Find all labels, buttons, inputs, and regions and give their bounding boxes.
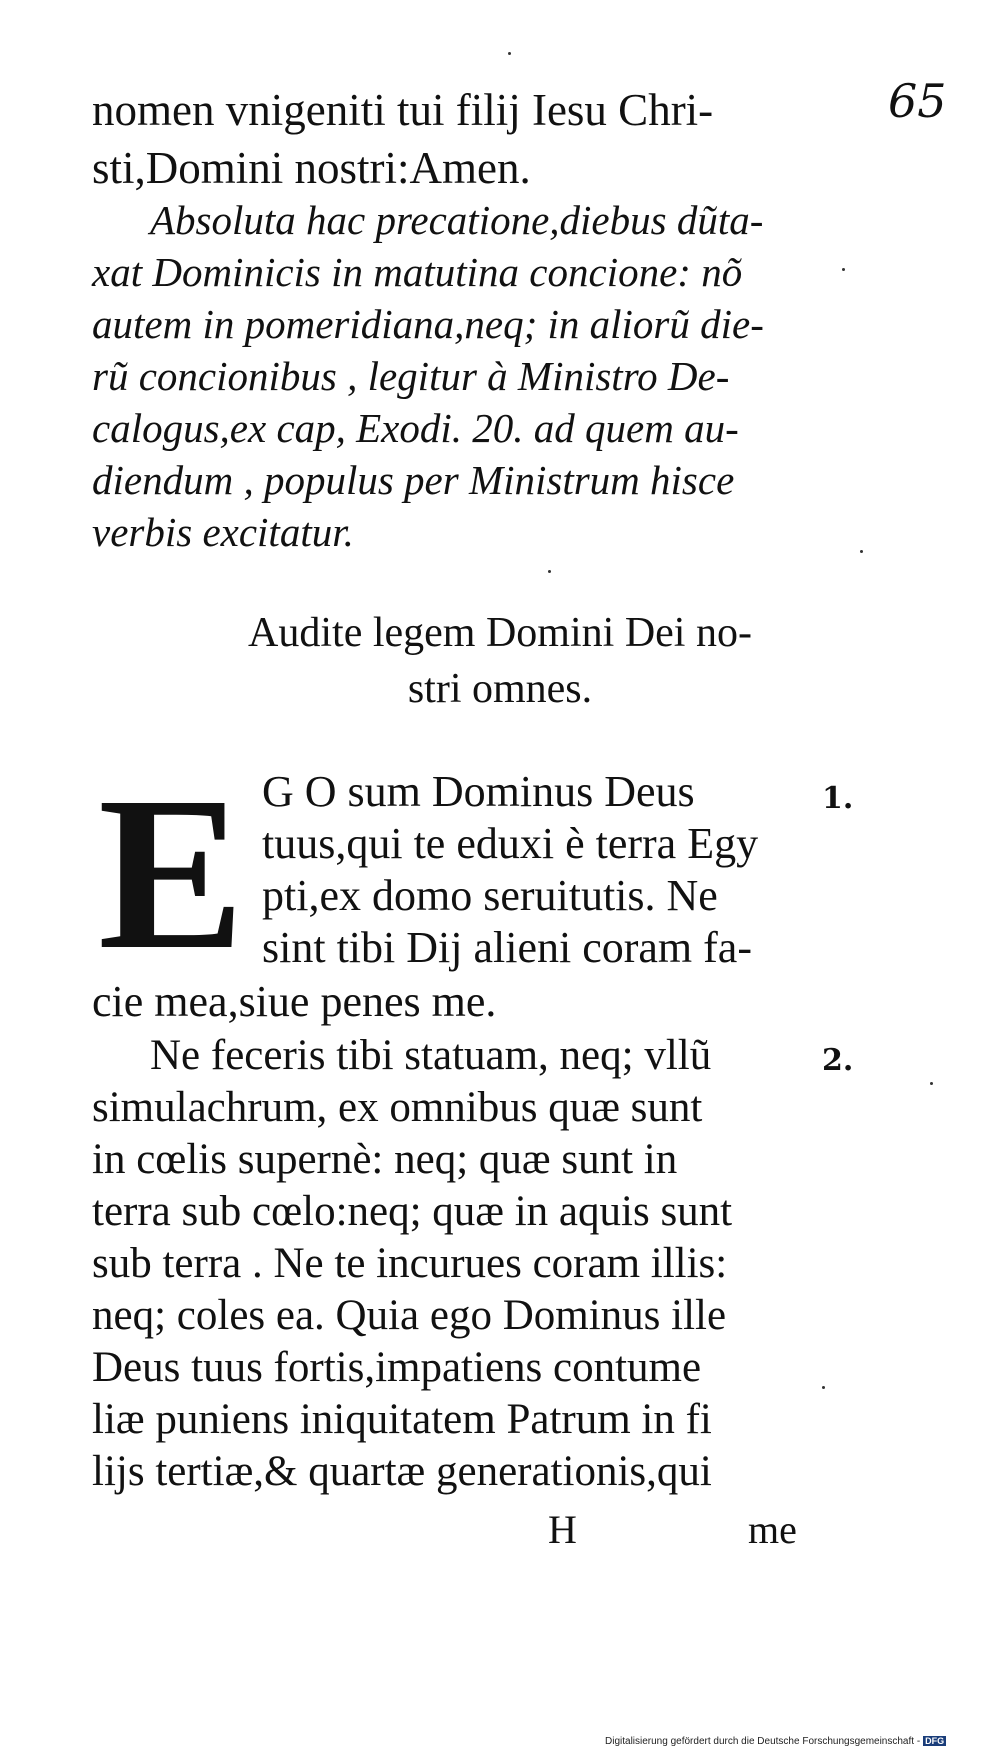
dfg-logo: DFG bbox=[925, 1736, 945, 1746]
catchword: me bbox=[748, 1507, 797, 1552]
text-line: liæ puniens iniquitatem Patrum in fi bbox=[92, 1396, 712, 1443]
drop-cap-letter: E bbox=[98, 775, 245, 960]
rubric-line: verbis excitatur. bbox=[92, 509, 354, 555]
section-heading: Audite legem Domini Dei no- bbox=[248, 610, 752, 656]
rubric-line: calogus,ex cap, Exodi. 20. ad quem au- bbox=[92, 405, 739, 451]
margin-number: 2. bbox=[822, 1043, 854, 1078]
text-line: Deus tuus fortis,impatiens contume bbox=[92, 1344, 702, 1391]
margin-number: 1. bbox=[822, 781, 854, 816]
scan-speck bbox=[930, 1082, 933, 1085]
text-line: sint tibi Dij alieni coram fa- bbox=[262, 923, 752, 972]
text-line: simulachrum, ex omnibus quæ sunt bbox=[92, 1084, 703, 1131]
text-line: cie mea,siue penes me. bbox=[92, 977, 497, 1026]
page-number: 65 bbox=[888, 74, 947, 128]
text-line: G O sum Dominus Deus bbox=[262, 767, 695, 816]
text-line: terra sub cœlo:neq; quæ in aquis sunt bbox=[92, 1188, 733, 1235]
text-line: in cœlis supernè: neq; quæ sunt in bbox=[92, 1136, 678, 1183]
text-line: sti,Domini nostri:Amen. bbox=[92, 143, 531, 193]
rubric-line: xat Dominicis in matutina concione: nõ bbox=[92, 249, 743, 295]
text-line: neq; coles ea. Quia ego Dominus ille bbox=[92, 1292, 727, 1339]
scan-speck bbox=[548, 570, 551, 573]
scan-speck bbox=[508, 52, 511, 55]
text-line: sub terra . Ne te incurues coram illis: bbox=[92, 1240, 728, 1287]
digitization-footer bbox=[605, 1736, 946, 1747]
rubric-line: Absoluta hac precatione,diebus dũta- bbox=[150, 197, 764, 243]
text-line: lijs tertiæ,& quartæ generationis,qui bbox=[92, 1448, 712, 1495]
text-line: tuus,qui te eduxi è terra Egy bbox=[262, 819, 759, 868]
drop-cap-initial bbox=[98, 775, 248, 960]
scan-speck bbox=[860, 550, 863, 553]
rubric-line: rũ concionibus , legitur à Ministro De- bbox=[92, 353, 730, 399]
text-line: Ne feceris tibi statuam, neq; vllũ bbox=[150, 1032, 712, 1079]
footer-text: Digitalisierung gefördert durch die Deutsche Forschungsgemeinschaft - bbox=[605, 1736, 921, 1747]
text-line: nomen vnigeniti tui filij Iesu Chri- bbox=[92, 85, 714, 135]
signature-mark: H bbox=[548, 1507, 577, 1552]
text-line: pti,ex domo seruitutis. Ne bbox=[262, 871, 718, 920]
rubric-line: diendum , populus per Ministrum hisce bbox=[92, 457, 735, 503]
section-heading: stri omnes. bbox=[407, 666, 593, 712]
rubric-line: autem in pomeridiana,neq; in aliorũ die- bbox=[92, 301, 764, 347]
scan-speck bbox=[842, 268, 845, 271]
scan-speck bbox=[822, 1386, 825, 1389]
